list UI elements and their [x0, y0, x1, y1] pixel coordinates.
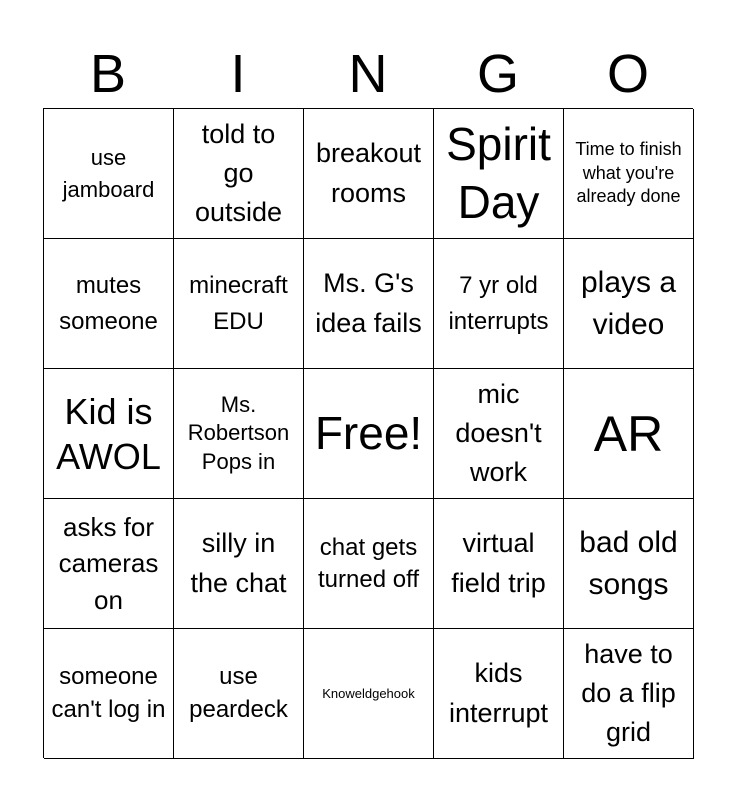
bingo-cell[interactable]: [44, 369, 174, 499]
bingo-cell[interactable]: [564, 629, 694, 759]
bingo-cell[interactable]: [304, 239, 434, 369]
bingo-cell[interactable]: [564, 239, 694, 369]
cell-text: told to go outside: [194, 118, 283, 228]
bingo-cell[interactable]: [564, 109, 694, 239]
header-letter-g: G: [476, 44, 519, 104]
bingo-cell[interactable]: [174, 369, 304, 499]
bingo-cell[interactable]: [434, 239, 564, 369]
cell-text: breakout rooms: [315, 138, 422, 208]
cell-text: silly in the chat: [190, 528, 287, 598]
bingo-header: [43, 40, 693, 108]
cell-text: 7 yr old interrupts: [448, 271, 549, 335]
bingo-cell[interactable]: [434, 109, 564, 239]
cell-text: asks for cameras on: [58, 511, 159, 615]
cell-text: bad old songs: [579, 525, 678, 601]
cell-text: mutes someone: [59, 271, 158, 335]
cell-text: mic doesn't work: [455, 378, 542, 488]
cell-text: Kid is AWOL: [56, 390, 161, 477]
bingo-cell[interactable]: [44, 109, 174, 239]
cell-text: plays a video: [580, 265, 677, 341]
cell-text: chat gets turned off: [318, 534, 419, 593]
bingo-cell[interactable]: [564, 499, 694, 629]
bingo-cell[interactable]: [304, 109, 434, 239]
bingo-cell[interactable]: [434, 499, 564, 629]
bingo-cell[interactable]: [174, 239, 304, 369]
cell-text: someone can't log in: [51, 663, 166, 723]
cell-text: kids interrupt: [448, 658, 549, 728]
cell-text: Spirit Day: [446, 118, 551, 228]
bingo-cell free-space[interactable]: [304, 369, 434, 499]
cell-text: Knoweldgehook: [322, 685, 415, 701]
cell-text: use peardeck: [189, 663, 288, 723]
cell-text: virtual field trip: [451, 528, 546, 598]
cell-text: Ms. G's idea fails: [315, 268, 422, 338]
bingo-cell[interactable]: [564, 369, 694, 499]
bingo-board: [43, 108, 693, 758]
cell-text: AR: [593, 405, 664, 462]
bingo-cell[interactable]: [174, 499, 304, 629]
header-letter-o: O: [606, 44, 649, 104]
header-letter-i: I: [230, 44, 246, 104]
bingo-cell[interactable]: [174, 629, 304, 759]
header-letter-b: B: [89, 44, 127, 104]
cell-text: Ms. Robertson Pops in: [187, 391, 290, 474]
bingo-cell[interactable]: [304, 499, 434, 629]
cell-text: have to do a flip grid: [581, 638, 676, 748]
bingo-cell[interactable]: [434, 629, 564, 759]
header-letter-n: N: [348, 44, 388, 104]
bingo-cell[interactable]: [44, 239, 174, 369]
cell-text: Free!: [314, 406, 423, 459]
bingo-cell[interactable]: [44, 499, 174, 629]
cell-text: Time to finish what you're already done: [575, 139, 682, 207]
bingo-cell[interactable]: [304, 629, 434, 759]
bingo-cell[interactable]: [44, 629, 174, 759]
bingo-cell[interactable]: [174, 109, 304, 239]
bingo-cell[interactable]: [434, 369, 564, 499]
cell-text: minecraft EDU: [189, 271, 288, 335]
cell-text: use jamboard: [62, 144, 155, 202]
